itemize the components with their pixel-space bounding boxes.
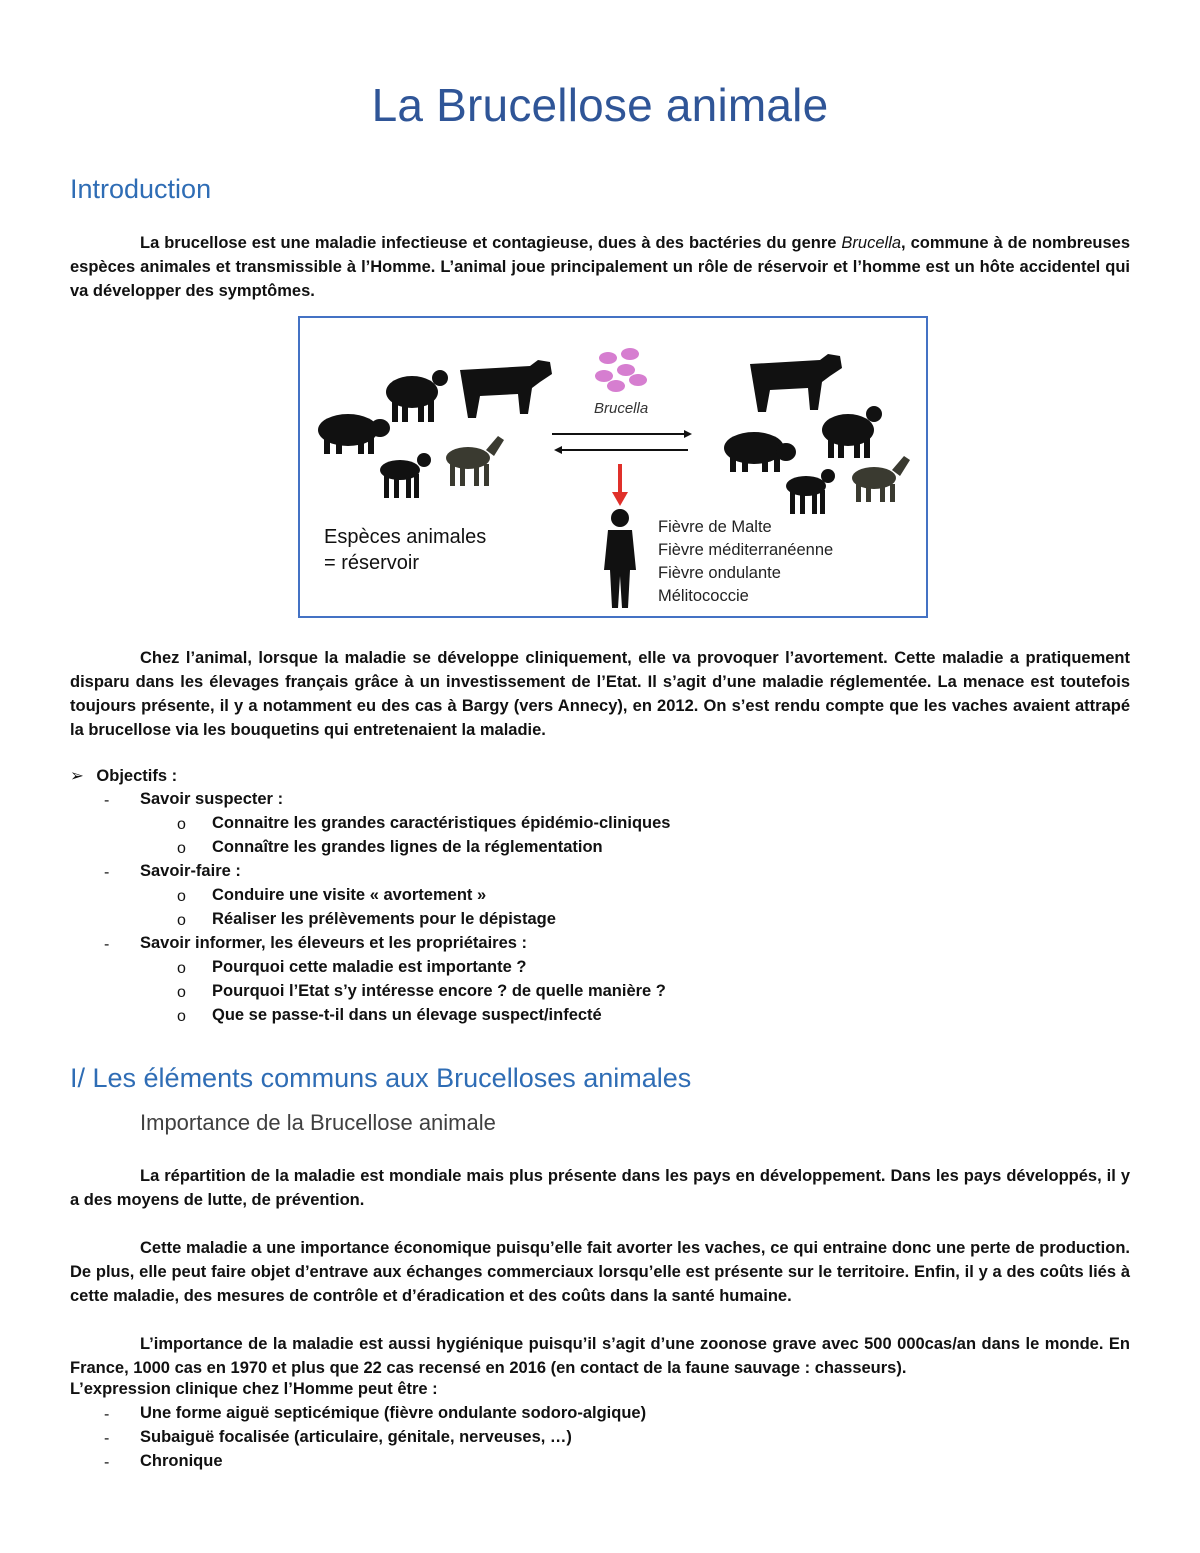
intro-paragraph-1 (70, 231, 1130, 303)
clinical-form-item: Chronique (140, 1452, 223, 1470)
cow-icon (460, 360, 552, 418)
arrow-bullet-icon: ➢ (70, 767, 84, 785)
pig-icon (318, 414, 390, 454)
human-silhouette-icon (604, 509, 636, 608)
objective-item: Connaitre les grandes caractéristiques épidémio-cliniques (212, 814, 671, 832)
intro-p1-text-b: , commune à de nombreuses espèces animales et transmissible à l’Homme. L’animal joue principalement un rôle de réservoir et l’homme est un hôte accidentel qui va développer des symptômes. (70, 234, 1130, 300)
brucella-transmission-figure (298, 316, 928, 618)
pig-right-icon (724, 432, 796, 472)
objective-item: Réaliser les prélèvements pour le dépistage (212, 910, 556, 928)
section-1-paragraph-3 (70, 1332, 1130, 1380)
goat-right-icon (852, 456, 910, 502)
cow-right-icon (750, 354, 842, 412)
brucella-genus: Brucella (841, 234, 902, 252)
section-1-p3-text: L’importance de la maladie est aussi hygiénique puisqu’il s’agit d’une zoonose grave avec 500 000cas/an dans le monde. En France, 1000 cas en 1970 et plus que 22 cas recensé en 2016 (en contact de la faune sauvage : chasseurs). (70, 1335, 1130, 1377)
objective-item: Connaître les grandes lignes de la réglementation (212, 838, 603, 856)
exchange-arrows (552, 430, 692, 454)
section-1-p1-text: La répartition de la maladie est mondiale mais plus présente dans les pays en développement. Dans les pays développés, il y a des moyens de lutte, de prévention. (70, 1167, 1130, 1209)
circle-bullet-icon: o (177, 960, 186, 977)
dash-bullet: - (104, 864, 110, 881)
sheep-icon (386, 370, 448, 422)
section-1-p2-text: Cette maladie a une importance économique puisqu’elle fait avorter les vaches, ce qui entraine donc une perte de production. De plus, elle peut faire objet d’entrave aux échanges commerciaux lorsqu’elle est présente sur le territoire. Enfin, il y a des coûts liés à cette maladie, des mesures de contrôle et d’éradication et des coûts dans la santé humaine. (70, 1239, 1130, 1305)
brucella-bacteria-icon (595, 348, 647, 392)
intro-p2-text: Chez l’animal, lorsque la maladie se développe cliniquement, elle va provoquer l’avortement. Cette maladie a pratiquement disparu dans les élevages français grâce à un investissement de l’Etat. Il s’agit d’une maladie réglementée. La menace est toutefois toujours présente, il y a notamment eu des cas à Bargy (vers Annecy), en 2012. On s’est rendu compte que les vaches avaient attrapé la brucellose via les bouquetins qui entretenaient la maladie. (70, 649, 1130, 739)
circle-bullet-icon: o (177, 888, 186, 905)
reservoir-label-2: = réservoir (324, 552, 420, 574)
disease-name-3: Fièvre ondulante (658, 564, 781, 582)
goat-icon (446, 436, 504, 486)
objective-group-1: Savoir suspecter : (140, 790, 284, 808)
circle-bullet-icon: o (177, 1008, 186, 1025)
section-1-subheading: Importance de la Brucellose animale (140, 1110, 496, 1135)
red-down-arrow (612, 464, 628, 506)
disease-name-4: Mélitococcie (658, 587, 749, 605)
sheep-right-icon (822, 406, 882, 458)
objectives-heading (70, 766, 177, 786)
dog-right-icon (786, 469, 835, 514)
section-1-heading: I/ Les éléments communs aux Brucelloses animales (70, 1063, 692, 1093)
circle-bullet-icon: o (177, 816, 186, 833)
intro-heading: Introduction (70, 174, 212, 204)
page-title: La Brucellose animale (371, 79, 829, 131)
dash-bullet: - (104, 1406, 110, 1423)
objectives-label: Objectifs : (96, 767, 178, 785)
objective-item: Que se passe-t-il dans un élevage suspect/infecté (212, 1006, 602, 1024)
objective-item: Conduire une visite « avortement » (212, 886, 487, 904)
objective-group-2: Savoir-faire : (140, 862, 241, 880)
section-1-paragraph-2 (70, 1236, 1130, 1308)
dash-bullet: - (104, 1454, 110, 1471)
circle-bullet-icon: o (177, 912, 186, 929)
objective-item: Pourquoi cette maladie est importante ? (212, 958, 527, 976)
circle-bullet-icon: o (177, 840, 186, 857)
section-1-paragraph-1 (70, 1164, 1130, 1212)
reservoir-label-1: Espèces animales (324, 526, 487, 548)
dash-bullet: - (104, 1430, 110, 1447)
dog-icon (380, 453, 431, 498)
dash-bullet: - (104, 936, 110, 953)
objective-group-3: Savoir informer, les éleveurs et les propriétaires : (140, 934, 528, 952)
dash-bullet: - (104, 792, 110, 809)
intro-paragraph-2 (70, 646, 1130, 742)
disease-name-1: Fièvre de Malte (658, 518, 772, 536)
clinical-form-item: Subaiguë focalisée (articulaire, génitale, nerveuses, …) (140, 1428, 572, 1446)
disease-name-2: Fièvre méditerranéenne (658, 541, 834, 559)
objective-item: Pourquoi l’Etat s’y intéresse encore ? de quelle manière ? (212, 982, 666, 1000)
intro-p1-text-a: La brucellose est une maladie infectieuse et contagieuse, dues à des bactéries du genre (140, 234, 842, 252)
brucella-label: Brucella (594, 400, 649, 417)
clinical-form-item: Une forme aiguë septicémique (fièvre ondulante sodoro-algique) (140, 1404, 647, 1422)
circle-bullet-icon: o (177, 984, 186, 1001)
section-1-paragraph-4: L’expression clinique chez l’Homme peut être : (70, 1380, 438, 1398)
